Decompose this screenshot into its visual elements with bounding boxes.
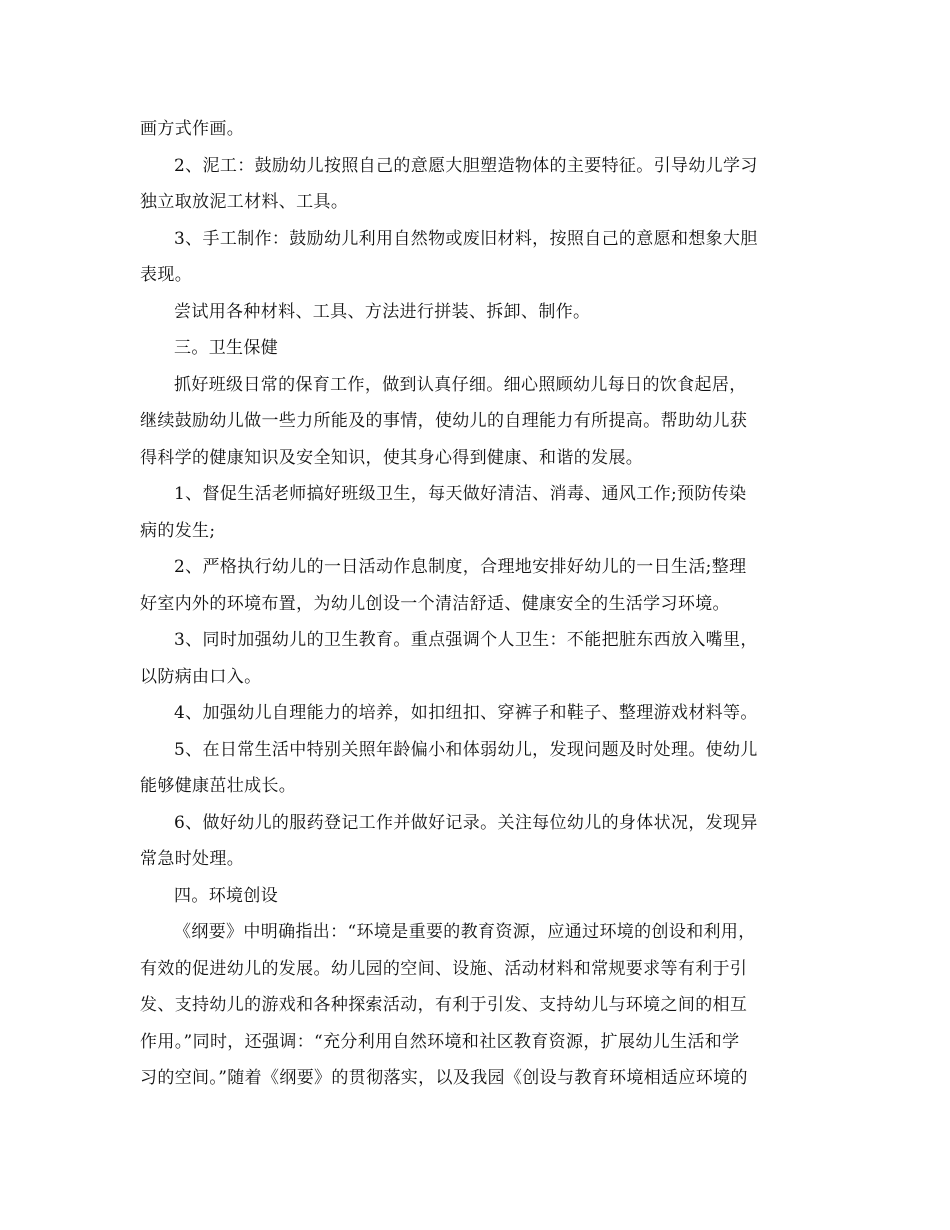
text-line: 继续鼓励幼儿做一些力所能及的事情，使幼儿的自理能力有所提高。帮助幼儿获: [140, 411, 748, 431]
text-line: 习的空间。”随着《纲要》的贯彻落实，以及我园《创设与教育环境相适应环境的: [140, 1068, 748, 1088]
text-line: 能够健康茁壮成长。: [140, 776, 297, 796]
text-line: 以防病由口入。: [140, 666, 262, 687]
text-line: 好室内外的环境布置，为幼儿创设一个清洁舒适、健康安全的生活学习环境。: [140, 593, 730, 614]
text-line: 3、同时加强幼儿的卫生教育。重点强调个人卫生：不能把脏东西放入嘴里，: [174, 630, 758, 650]
text-line: 有效的促进幼儿的发展。幼儿园的空间、设施、活动材料和常规要求等有利于引: [140, 958, 748, 979]
text-line: 作用。”同时，还强调：“充分利用自然环境和社区教育资源，扩展幼儿生活和学: [140, 1031, 740, 1052]
text-line: 6、做好幼儿的服药登记工作并做好记录。关注每位幼儿的身体状况，发现异: [174, 812, 758, 833]
text-line: 5、在日常生活中特别关照年龄偏小和体弱幼儿，发现问题及时处理。使幼儿: [174, 739, 758, 760]
text-line: 3、手工制作：鼓励幼儿利用自然物或废旧材料，按照自己的意愿和想象大胆: [174, 228, 758, 249]
text-line: 4、加强幼儿自理能力的培养，如扣纽扣、穿裤子和鞋子、整理游戏材料等。: [174, 703, 758, 723]
text-line: 得科学的健康知识及安全知识，使其身心得到健康、和谐的发展。: [140, 447, 644, 468]
text-line: 尝试用各种材料、工具、方法进行拼装、拆卸、制作。: [174, 301, 591, 322]
text-line: 病的发生;: [140, 520, 216, 541]
text-line: 独立取放泥工材料、工具。: [140, 192, 349, 212]
text-line: 常急时处理。: [140, 849, 245, 869]
text-line: 发、支持幼儿的游戏和各种探索活动，有利于引发、支持幼儿与环境之间的相互: [140, 995, 748, 1015]
text-line: 画方式作画。: [140, 119, 245, 139]
text-line: 《纲要》中明确指出：“环境是重要的教育资源，应通过环境的创设和利用，: [174, 922, 756, 942]
text-line: 抓好班级日常的保育工作，做到认真仔细。细心照顾幼儿每日的饮食起居，: [174, 374, 747, 395]
text-line: 2、严格执行幼儿的一日活动作息制度，合理地安排好幼儿的一日生活;整理: [174, 557, 747, 577]
text-line: 表现。: [140, 265, 193, 285]
document-body: [140, 111, 805, 1097]
text-line: 2、泥工：鼓励幼儿按照自己的意愿大胆塑造物体的主要特征。引导幼儿学习: [174, 155, 758, 176]
section-heading: 三。卫生保健: [174, 338, 279, 358]
text-line: 1、督促生活老师搞好班级卫生，每天做好清洁、消毒、通风工作;预防传染: [174, 484, 747, 504]
section-heading: 四。环境创设: [174, 885, 279, 906]
